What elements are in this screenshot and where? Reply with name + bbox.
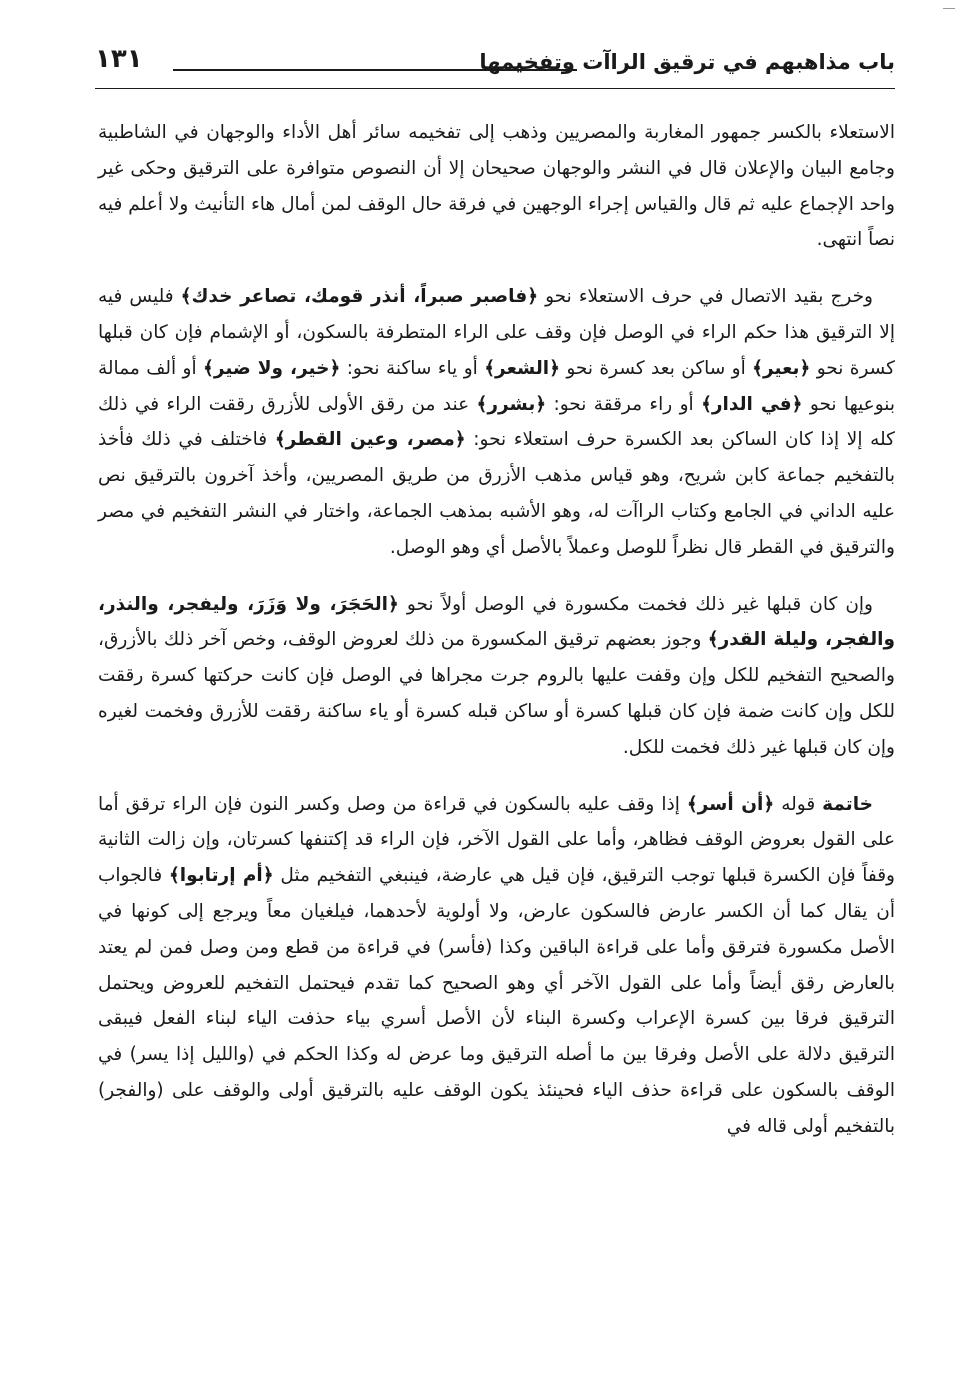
text-run: فاختلف في ذلك فأخذ بالتفخيم جماعة كابن شريح، وهو قياس مذهب الأزرق من طريق المصريين، وأخذ آخرون بالترقيق نص عليه الداني في الجامع وكتاب الراآت له، وهو الأشبه بمذهب الجماعة، واختار في النشر التفخيم في مصر والترقيق في القطر قال نظراً للوصل وعملاً بالأصل أي وهو الوصل. <box>98 429 895 558</box>
emphasis-text: ﴿الشعر﴾ <box>484 357 560 379</box>
paragraph <box>98 115 895 258</box>
text-run: وجوز بعضهم ترقيق المكسورة من ذلك لعروض الوقف، وخص آخر ذلك بالأزرق، والصحيح التفخيم للكل وإن وقفت عليها بالروم جرت مجراها في الوصل فإن كانت حركتها كسرة رققت للكل وإن كانت ضمة فإن كان قبلها كسرة أو ساكن قبله كسرة أو ياء ساكنة رققت للأزرق وفخمت لغيره وإن كان قبلها غير ذلك فخمت للكل. <box>98 629 895 758</box>
header-rule <box>173 69 577 71</box>
emphasis-text: ﴿مصر، وعين القطر﴾ <box>274 429 466 451</box>
paragraph <box>98 587 895 766</box>
paragraph <box>98 279 895 565</box>
emphasis-text: ﴿أم إرتابوا﴾ <box>168 865 274 887</box>
emphasis-text: خاتمة <box>822 793 874 815</box>
emphasis-text: ﴿بشرر﴾ <box>476 393 547 415</box>
text-run: قوله <box>774 793 823 815</box>
emphasis-text: ﴿الحَجَرَ، ولا وَزَرَ، وليفجر، والنذر، والفجر، وليلة القدر﴾ <box>98 593 895 651</box>
text-run: أو ألف ممالة بنوعيها نحو <box>98 357 896 415</box>
body-text <box>98 115 895 1166</box>
paragraph <box>98 787 895 1145</box>
text-run: أو ساكن بعد كسرة نحو <box>559 357 753 379</box>
emphasis-text: ﴿بعير﴾ <box>752 357 811 379</box>
emphasis-text: ﴿في الدار﴾ <box>701 393 803 415</box>
text-run: أو ياء ساكنة نحو: <box>340 357 485 379</box>
emphasis-text: ﴿أن أسر﴾ <box>686 793 775 815</box>
text-run: فليس فيه إلا الترقيق هذا حكم الراء في الوصل فإن وقف على الراء المتطرفة بالسكون، أو الإشمام فإن كان قبلها كسرة نحو <box>98 286 895 379</box>
running-title: باب مذاهبهم في ترقيق الراآت وتفخيمها <box>479 50 895 74</box>
page-header <box>95 30 895 90</box>
scan-artifact <box>943 8 955 12</box>
emphasis-text: ﴿فاصبر صبراً، أنذر قومك، تصاعر خدك﴾ <box>180 286 539 308</box>
text-run: الاستعلاء بالكسر جمهور المغاربة والمصريين وذهب إلى تفخيمه سائر أهل الأداء والوجهان في الشاطبية وجامع البيان والإعلان قال في النشر والوجهان صحيحان إلا أن النصوص متوافرة على الترقيق وحكى غير واحد الإجماع عليه ثم قال والقياس إجراء الوجهين في فرقة حال الوقف لمن أمال هاء التأنيث ولا أعلم فيه نصاً انتهى. <box>98 122 895 251</box>
emphasis-text: ﴿خير، ولا ضير﴾ <box>203 357 341 379</box>
text-run: إذا وقف عليه بالسكون في قراءة من وصل وكسر النون فإن الراء ترقق أما على القول بعروض الوقف فظاهر، وأما على القول الآخر، فإن الراء قد إكتنفها كسرتان، وإن زالت الثانية وقفاً فإن الكسرة قبلها توجب الترقيق، فإن قيل هي عارضة، فينبغي التفخيم مثل <box>98 793 895 887</box>
header-underline <box>95 88 895 89</box>
text-run: فالجواب أن يقال كما أن الكسر عارض فالسكون عارض، ولا أولوية لأحدهما، فيلغيان معاً ويرجع إلى كونها في الأصل مكسورة فترقق وأما على قراءة الباقين وكذا (فأسر) في قراءة من قطع ومن وصل فمن لم يعتد بالعارض رقق أيضاً وأما على القول الآخر أي وهو الصحيح كما تقدم فيحتمل التفخيم للعروض ويحتمل الترقيق فرقا بين كسرة الإعراب وكسرة البناء لأن الأصل أسري بياء حذفت الياء لبناء الفعل فيبقى الترقيق دلالة على الأصل وفرقا بين ما أصله الترقيق وما عرض له وكذا الحكم في (والليل إذا يسر) في الوقف بالسكون على قراءة حذف الياء فحينئذ يكون الوقف عليه بالترقيق أولى والوقف على (والفجر) بالتفخيم أولى قاله في <box>98 865 895 1137</box>
text-run: أو راء مرققة نحو: <box>546 393 702 415</box>
text-run: وخرج بقيد الاتصال في حرف الاستعلاء نحو <box>538 286 873 308</box>
text-run: عند من رقق الأولى للأزرق رققت الراء في ذلك كله إلا إذا كان الساكن بعد الكسرة حرف استعلاء نحو: <box>98 393 895 451</box>
page-number: ١٣١ <box>95 44 143 74</box>
text-run: وإن كان قبلها غير ذلك فخمت مكسورة في الوصل أولاً نحو <box>398 593 873 615</box>
